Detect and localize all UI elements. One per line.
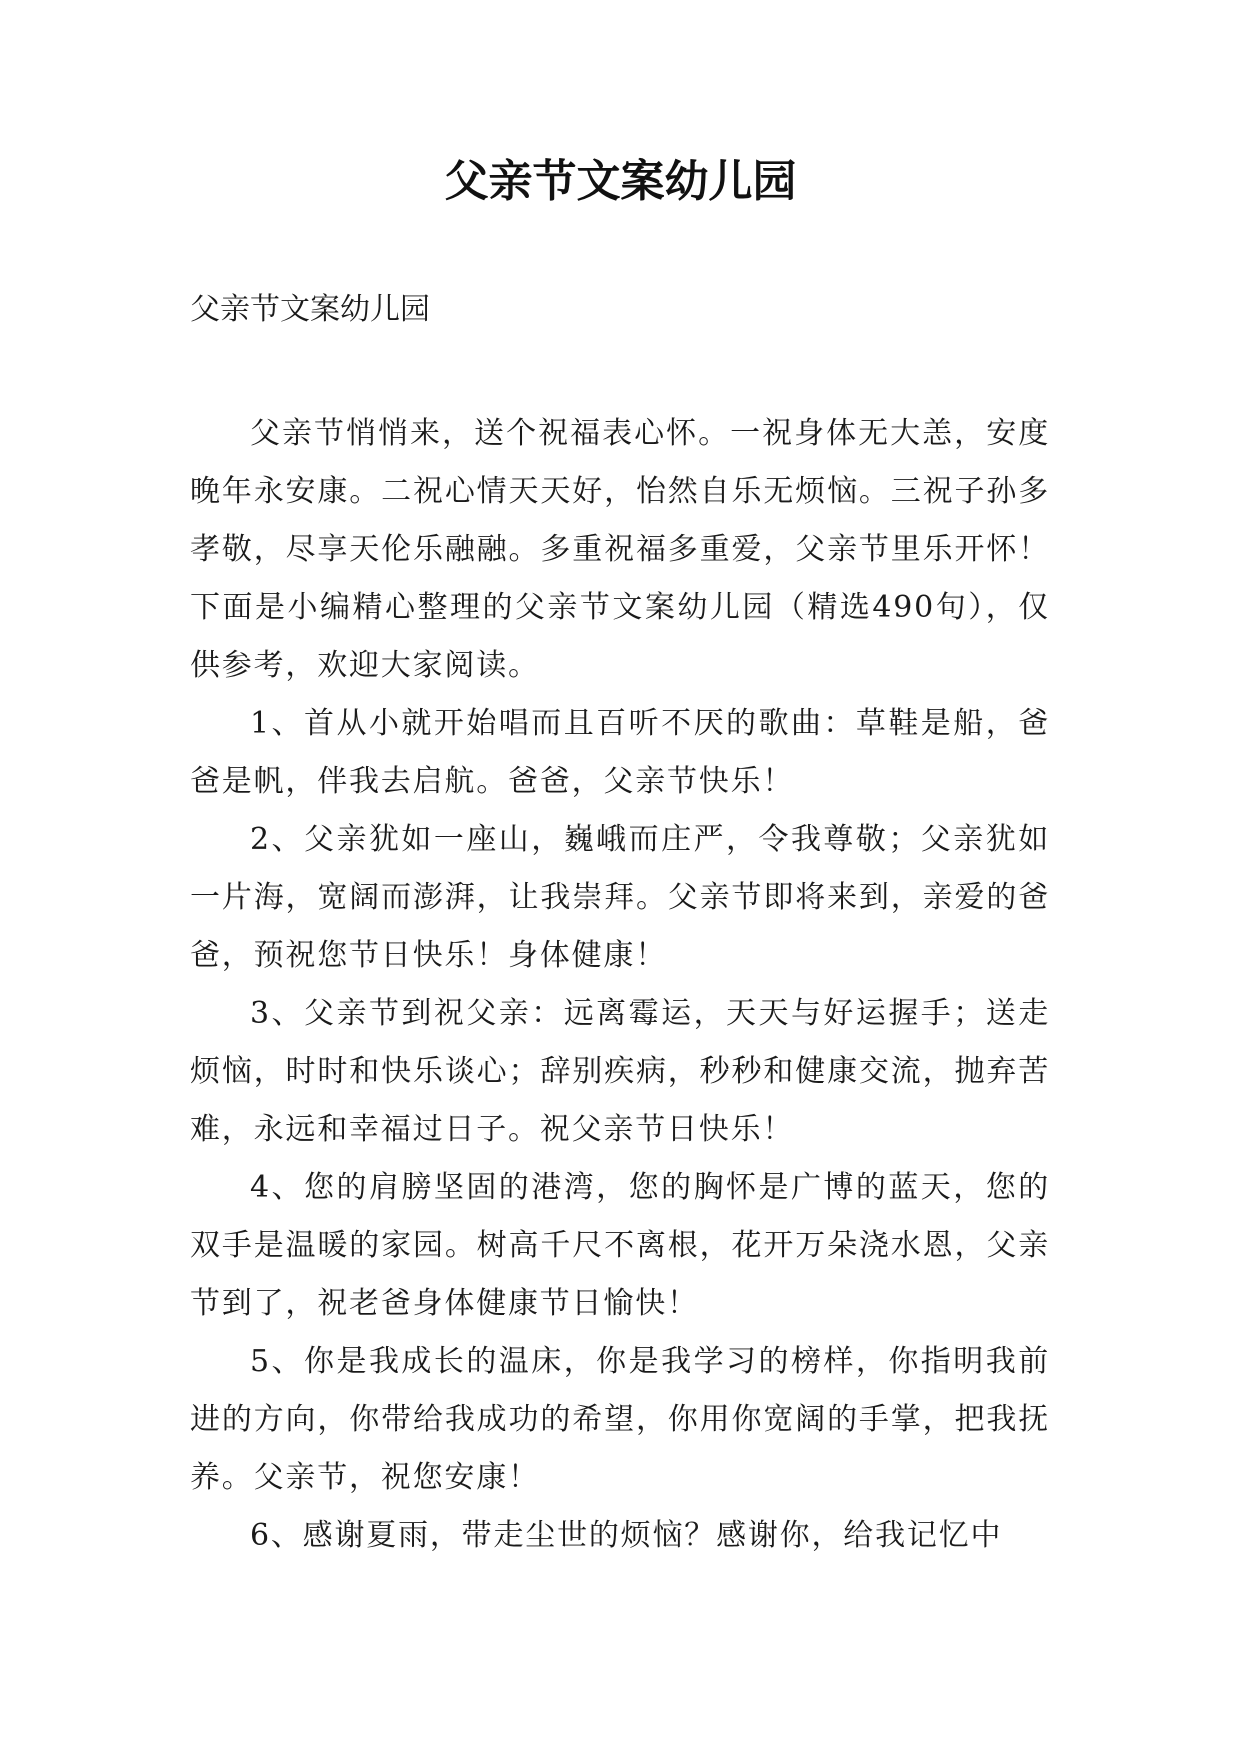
list-item-1: 1、首从小就开始唱而且百听不厌的歌曲：草鞋是船，爸爸是帆，伴我去启航。爸爸，父亲节快乐！: [190, 706, 1050, 799]
list-item-3: 3、父亲节到祝父亲：远离霉运，天天与好运握手；送走烦恼，时时和快乐谈心；辞别疾病，秒秒和健康交流，抛弃苦难，永远和幸福过日子。祝父亲节日快乐！: [190, 996, 1050, 1147]
document-body: [190, 405, 1050, 1565]
list-item-6: 6、感谢夏雨，带走尘世的烦恼？感谢你，给我记忆中: [250, 1518, 1003, 1553]
list-item-2: 2、父亲犹如一座山，巍峨而庄严，令我尊敬；父亲犹如一片海，宽阔而澎湃，让我崇拜。父亲节即将来到，亲爱的爸爸，预祝您节日快乐！身体健康！: [190, 822, 1050, 973]
list-item-4: 4、您的肩膀坚固的港湾，您的胸怀是广博的蓝天，您的双手是温暖的家园。树高千尺不离根，花开万朵浇水恩，父亲节到了，祝老爸身体健康节日愉快！: [190, 1170, 1050, 1321]
list-item-5: 5、你是我成长的温床，你是我学习的榜样，你指明我前进的方向，你带给我成功的希望，你用你宽阔的手掌，把我抚养。父亲节，祝您安康！: [190, 1344, 1050, 1495]
document-subtitle: 父亲节文案幼儿园: [190, 292, 430, 327]
intro-paragraph: 父亲节悄悄来，送个祝福表心怀。一祝身体无大恙，安度晚年永安康。二祝心情天天好，怡然自乐无烦恼。三祝子孙多孝敬，尽享天伦乐融融。多重祝福多重爱，父亲节里乐开怀！下面是小编精心整理的父亲节文案幼儿园（精选490句），仅供参考，欢迎大家阅读。: [190, 416, 1050, 683]
document-title: 父亲节文案幼儿园: [444, 156, 797, 207]
